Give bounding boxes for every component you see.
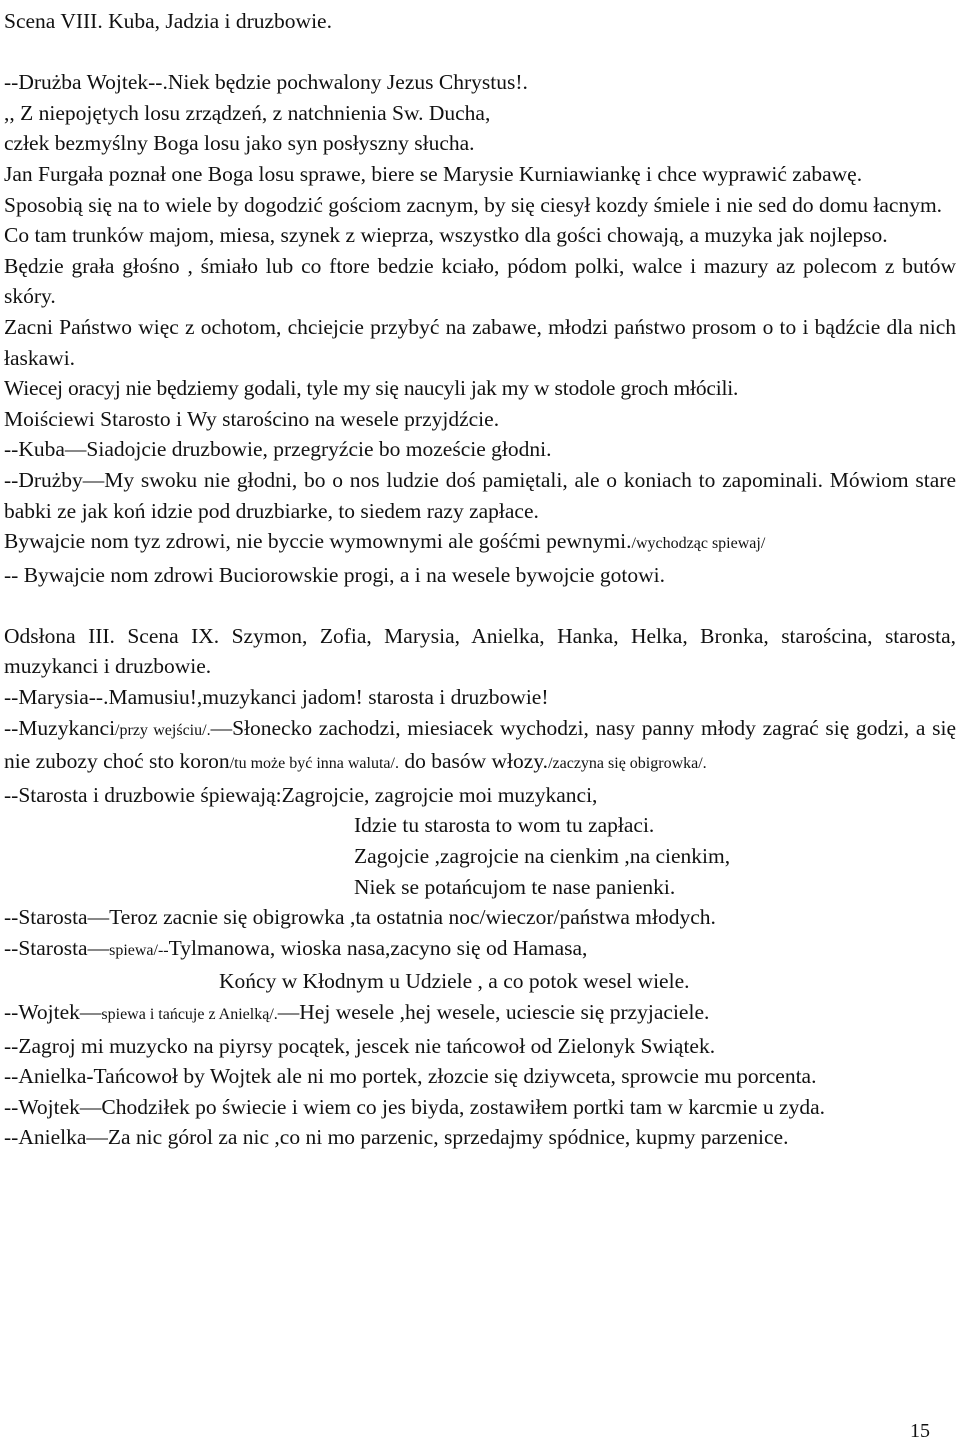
text-line: [4, 933, 956, 967]
scene-heading-2: Odsłona III. Scena IX. Szymon, Zofia, Marysia, Anielka, Hanka, Helka, Bronka, starościna, starosta, muzykanci i druzbowie.: [4, 623, 956, 679]
text-paragraph: Zacni Państwo więc z ochotom, chciejcie przybyć na zabawe, młodzi państwo prosom o to i bądźcie dla nich łaskawi.: [4, 314, 956, 370]
page-number: 15: [910, 1420, 930, 1442]
stage-direction: /zaczyna się obigrowka/.: [548, 755, 707, 773]
text-paragraph: --Drużby—My swoku nie głodni, bo o nos ludzie doś pamiętali, ale o koniach to zapominali. Mówiom stare babki ze jak koń idzie pod druzbiarke, to siedem razy zapłace.: [4, 467, 956, 523]
speaker: --Wojtek—: [4, 1000, 102, 1024]
text-line: --Drużba Wojtek--.Niek będzie pochwalony Jezus Chrystus!.: [4, 70, 528, 95]
speaker: --Muzykanci: [4, 715, 116, 740]
stage-direction: /tu może być inna waluta/.: [229, 755, 399, 773]
dialogue-text: Bywajcie nom tyz zdrowi, nie byccie wymownymi ale gośćmi pewnymi.: [4, 529, 632, 554]
text-paragraph: [4, 713, 956, 780]
song-verse: Idzie tu starosta to wom tu zapłaci.: [354, 813, 655, 838]
text-line: --Starosta—Teroz zacnie się obigrowka ,ta ostatnia noc/wieczor/państwa młodych.: [4, 905, 716, 930]
text-line: --Marysia--.Mamusiu!,muzykanci jadom! starosta i druzbowie!: [4, 685, 549, 710]
dialogue-text: do basów włozy.: [398, 749, 549, 774]
stage-direction: /wychodząc spiewaj/: [631, 535, 766, 553]
song-verse: Zagojcie ,zagrojcie na cienkim ,na cienkim,: [354, 844, 731, 869]
text-line: człek bezmyślny Boga losu jako syn posłyszny słucha.: [4, 131, 475, 156]
spacer: [4, 37, 956, 68]
text-paragraph: --Wojtek—Chodziłek po świecie i wiem co jes biyda, zostawiłem portki tam w karcmie u zyda.: [4, 1094, 826, 1119]
text-paragraph: Sposobią się na to wiele by dogodzić gościom zacnym, by się ciesył kozdy śmiele i nie sed do domu łacnym.: [4, 192, 943, 217]
song-intro: --Starosta i druzbowie śpiewają:Zagrojcie, zagrojcie moi muzykanci,: [4, 782, 598, 807]
stage-direction: spiewa/--: [109, 941, 169, 959]
dialogue-text: Tylmanowa, wioska nasa,zacyno się od Hamasa,: [168, 935, 588, 960]
text-paragraph: --Anielka—Za nic górol za nic ,co ni mo parzenic, sprzedajmy spódnice, kupmy parzenice.: [4, 1125, 789, 1150]
text-line: -- Bywajcie nom zdrowi Buciorowskie progi, a i na wesele bywojcie gotowi.: [4, 562, 665, 587]
text-line: Wiecej oracyj nie będziemy godali, tyle my się naucyli jak my w stodole groch młócili.: [4, 376, 739, 401]
song-verse: Końcy w Kłodnym u Udziele , a co potok wesel wiele.: [219, 969, 690, 994]
text-paragraph: --Anielka-Tańcowoł by Wojtek ale ni mo portek, złozcie się dziywceta, sprowcie mu porcenta.: [4, 1064, 817, 1089]
dialogue-text: —Słonecko zachodzi, miesiacek wychodzi, nasy panny młody zagrać się godzi, a się nie zubozy choć sto koron: [4, 715, 956, 774]
speaker: --Starosta—: [4, 935, 110, 960]
text-line: Moiściewi Starosto i Wy starościno na wesele przyjdźcie.: [4, 406, 500, 431]
song-verse: Niek se potańcujom te nase panienki.: [354, 874, 676, 899]
text-line: [4, 997, 956, 1031]
dialogue-text: —Hej wesele ,hej wesele, uciescie się przyjaciele.: [277, 1000, 710, 1024]
stage-direction: /przy wejściu/.: [115, 721, 211, 739]
scene-heading: Scena VIII. Kuba, Jadzia i druzbowie.: [4, 9, 332, 33]
text-line: --Kuba—Siadojcie druzbowie, przegryźcie bo mozeście głodni.: [4, 437, 552, 462]
text-paragraph: Będzie grała głośno , śmiało lub co ftore bedzie kciało, pódom polki, walce i mazury az polecom z butów skóry.: [4, 253, 956, 309]
text-paragraph: [4, 526, 956, 560]
stage-direction: spiewa i tańcuje z Anielką/.: [101, 1006, 278, 1023]
text-line: ,, Z niepojętych losu zrządzeń, z natchnienia Sw. Ducha,: [4, 100, 491, 125]
text-paragraph: Co tam trunków majom, miesa, szynek z wieprza, wszystko dla gości chowają, a muzyka jak nojlepso.: [4, 223, 888, 248]
document-page: [4, 6, 956, 1153]
text-line: --Zagroj mi muzycko na piyrsy pocątek, jescek nie tańcowoł od Zielonyk Swiątek.: [4, 1033, 716, 1058]
text-paragraph: Jan Furgała poznał one Boga losu sprawe, biere se Marysie Kurniawiankę i chce wyprawić zabawę.: [4, 161, 863, 186]
spacer: [4, 590, 956, 621]
